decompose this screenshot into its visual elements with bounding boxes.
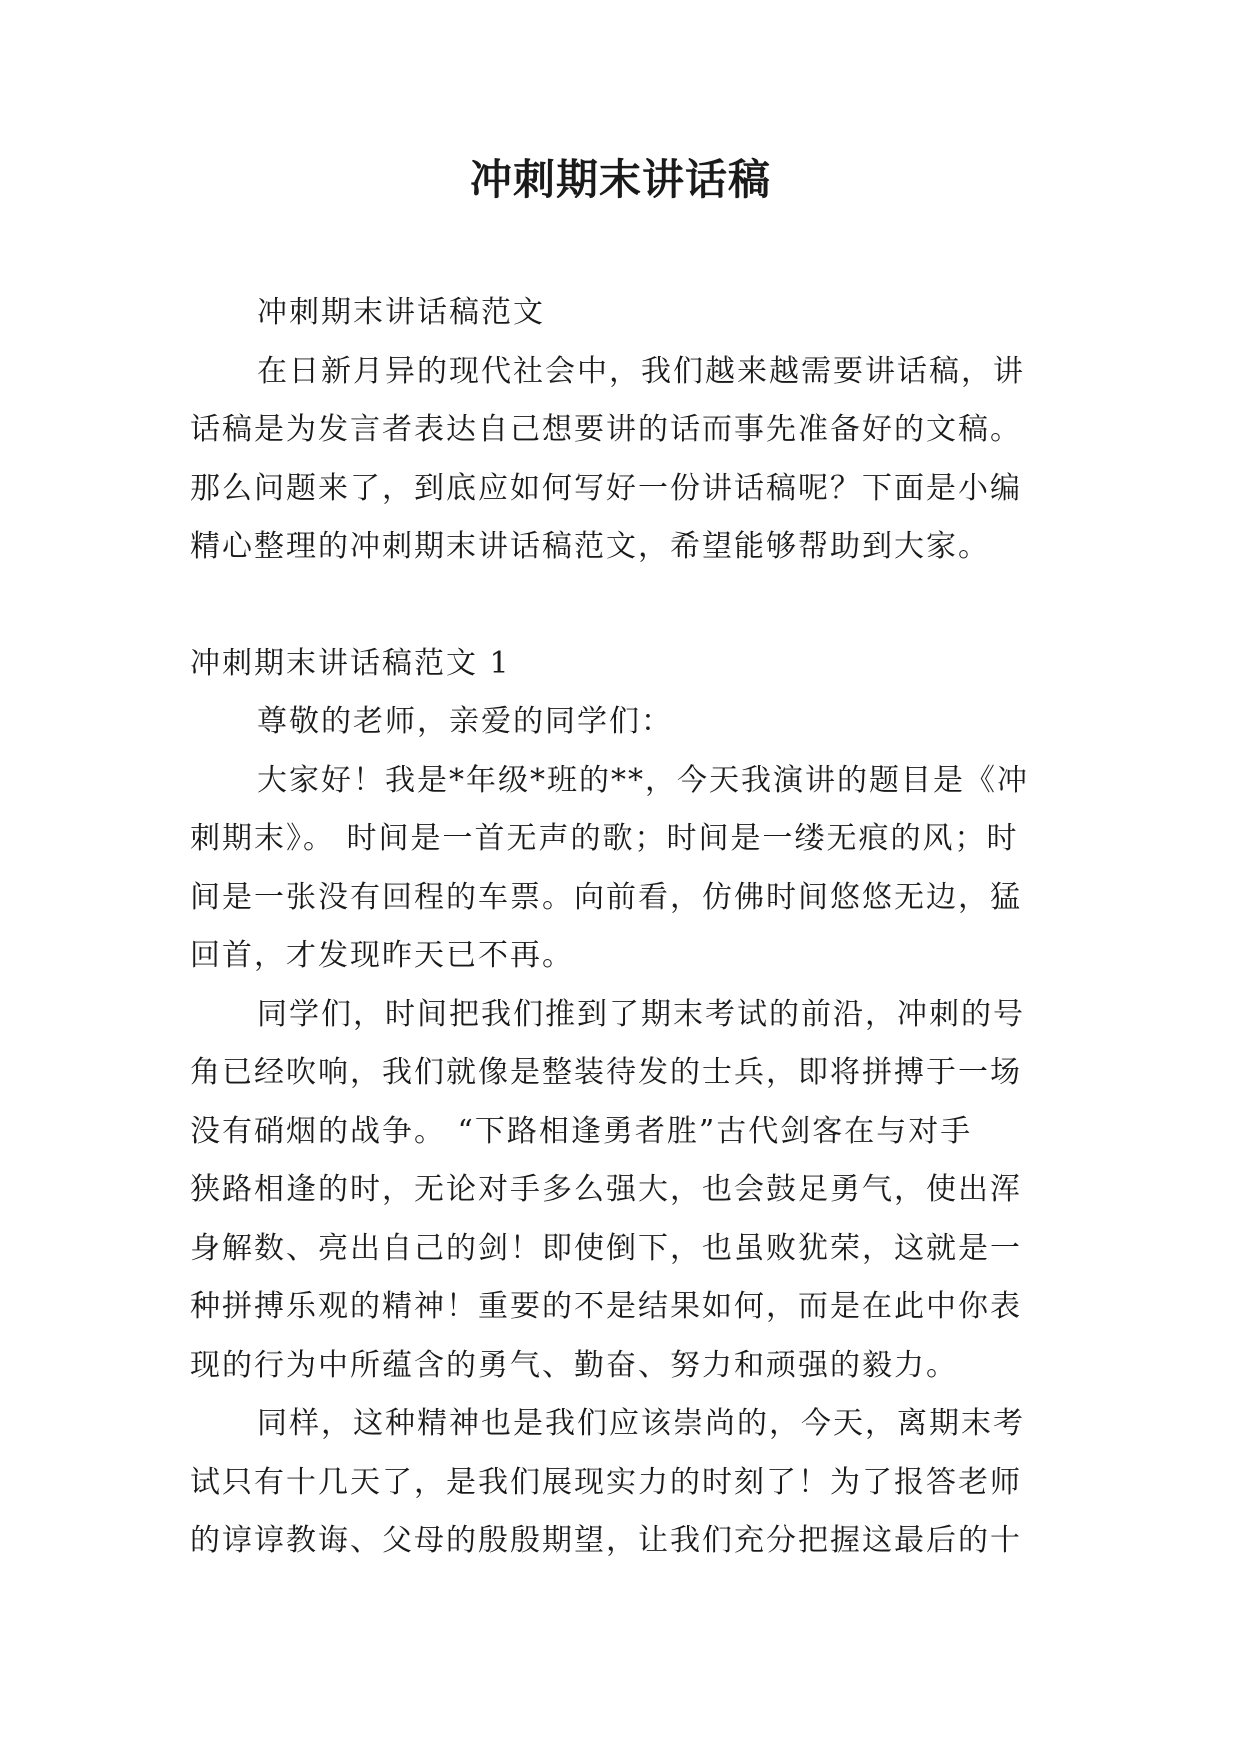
document-body	[190, 284, 1050, 1571]
paragraph-1	[190, 752, 1050, 986]
paragraph-line: 回首，才发现昨天已不再。	[190, 938, 574, 973]
section-heading: 冲刺期末讲话稿范文 1	[190, 645, 511, 681]
paragraph-line: 同样，这种精神也是我们应该崇尚的，今天，离期末考	[257, 1406, 1025, 1441]
paragraph-line: 的谆谆教诲、父母的殷殷期望，让我们充分把握这最后的十	[190, 1523, 1022, 1558]
intro-paragraph	[190, 343, 1050, 577]
paragraph-line: 种拼搏乐观的精神！重要的不是结果如何，而是在此中你表	[190, 1289, 1022, 1324]
paragraph-2	[190, 986, 1050, 1396]
intro-heading: 冲刺期末讲话稿范文	[257, 295, 545, 330]
intro-line: 话稿是为发言者表达自己想要讲的话而事先准备好的文稿。	[190, 412, 1022, 447]
section-spacer	[190, 577, 1050, 635]
paragraph-line: 狭路相逢的时，无论对手多么强大，也会鼓足勇气，使出浑	[190, 1172, 1022, 1207]
paragraph-line: 试只有十几天了，是我们展现实力的时刻了！为了报答老师	[190, 1464, 1022, 1500]
document-title: 冲刺期末讲话稿	[469, 155, 771, 204]
paragraph-line: 大家好！我是*年级*班的**，今天我演讲的题目是《冲	[257, 762, 1029, 798]
intro-line: 在日新月异的现代社会中，我们越来越需要讲话稿，讲	[257, 353, 1025, 389]
paragraph-line: 刺期末》。 时间是一首无声的歌；时间是一缕无痕的风；时	[190, 821, 1019, 856]
paragraph-line: 间是一张没有回程的车票。向前看，仿佛时间悠悠无边，猛	[190, 879, 1022, 915]
intro-line: 那么问题来了，到底应如何写好一份讲话稿呢？下面是小编	[190, 470, 1022, 506]
paragraph-3	[190, 1395, 1050, 1571]
intro-line: 精心整理的冲刺期末讲话稿范文，希望能够帮助到大家。	[190, 529, 990, 564]
paragraph-line: 现的行为中所蕴含的勇气、勤奋、努力和顽强的毅力。	[190, 1347, 958, 1383]
greeting: 尊敬的老师，亲爱的同学们：	[257, 704, 673, 739]
paragraph-line: 同学们，时间把我们推到了期末考试的前沿，冲刺的号	[257, 996, 1025, 1032]
paragraph-line: 角已经吹响，我们就像是整装待发的士兵，即将拼搏于一场	[190, 1055, 1022, 1090]
paragraph-line: 身解数、亮出自己的剑！即使倒下，也虽败犹荣，这就是一	[190, 1230, 1022, 1266]
paragraph-line: 没有硝烟的战争。 “下路相逢勇者胜”古代剑客在与对手	[190, 1113, 973, 1149]
